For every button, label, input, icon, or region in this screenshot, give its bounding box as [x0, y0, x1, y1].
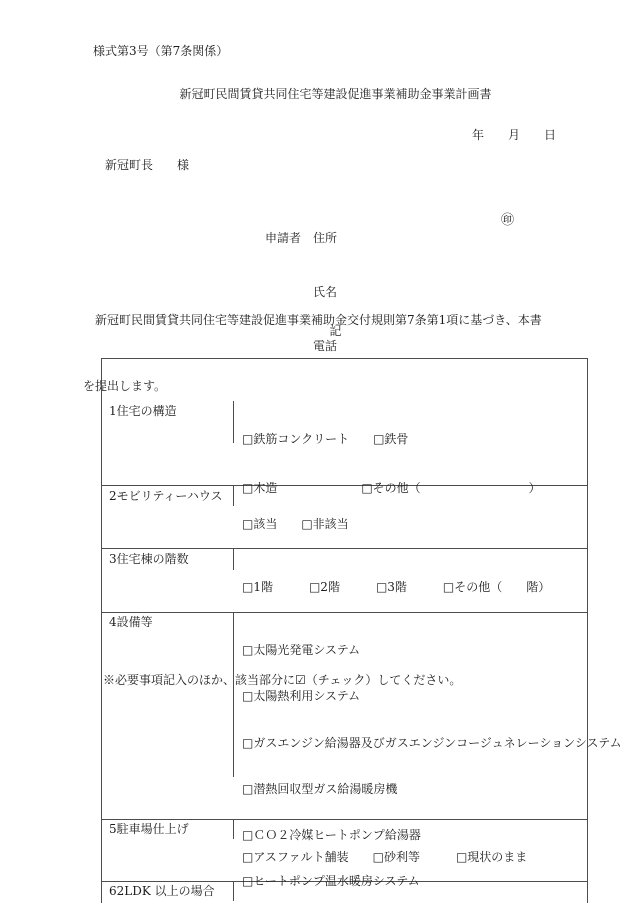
section-marker: 記 [329, 324, 342, 338]
row-content [234, 486, 587, 531]
checkbox-line: □潜熱回収型ガス給湯暖房機 [242, 781, 398, 796]
form-number: 様式第3号（第7条関係） [93, 44, 229, 58]
checkbox-line: □1階 □2階 □3階 □その他（ 階） [242, 580, 551, 594]
table-row-parking [102, 819, 587, 864]
name-label: 氏名 [313, 285, 338, 299]
phone-label: 電話 [313, 339, 338, 353]
table-row-structure [102, 401, 587, 495]
row-label: 1住宅の構造 [102, 401, 234, 443]
date-line: 年 月 日 [471, 128, 556, 142]
checkbox-line: □ＣＯ２冷媒ヒートポンプ給湯器 [242, 828, 421, 843]
checkbox-line: □鉄筋コンクリート □鉄骨 [242, 432, 409, 446]
row-label: 3住宅棟の階数 [102, 549, 234, 570]
row-label: 5駐車場仕上げ [102, 820, 234, 839]
checkbox-line: □アスファルト舗装 □砂利等 □現状のまま [242, 850, 528, 864]
row-content [234, 882, 587, 901]
row-content [234, 401, 587, 495]
footnote: ※必要事項記入のほか、該当部分に☑（チェック）してください。 [103, 673, 462, 687]
row-label: 4設備等 [102, 613, 234, 777]
row-label: 62LDK 以上の場合 [102, 882, 234, 901]
applicant-address-row [265, 229, 337, 247]
checkbox-line: □ガスエンジン給湯器及びガスエンジンコージュネレーションシステム [242, 735, 622, 750]
checkbox-line: □木造 □その他（ ） [242, 481, 541, 495]
checkbox-line: □ヒートポンプ温水暖房システム [242, 874, 420, 889]
document-title: 新冠町民間賃貸共同住宅等建設促進事業補助金事業計画書 [179, 87, 492, 101]
body-paragraph-line-1: 新冠町民間賃貸共同住宅等建設促進事業補助金交付規則第7条第1項に基づき、本書 [83, 313, 542, 327]
table-row-2ldk [102, 881, 587, 901]
checkbox-line: □太陽熱利用システム [242, 689, 361, 704]
row-label: 2モビリティーハウス [102, 486, 234, 506]
checkbox-line: □該当 □非該当 [242, 517, 349, 531]
application-table [101, 358, 622, 903]
address-label: 住所 [313, 231, 338, 245]
addressee: 新冠町長 様 [105, 158, 190, 172]
body-paragraph-line-2: を提出します。 [83, 379, 167, 393]
table-row-floors [102, 548, 587, 594]
applicant-label: 申請者 [265, 231, 302, 245]
row-content [234, 820, 587, 864]
seal-stamp-icon: ㊞ [501, 213, 515, 228]
table-row-mobility-house [102, 485, 587, 531]
checkbox-line: □太陽光発電システム [242, 643, 361, 657]
row-content [234, 549, 587, 594]
